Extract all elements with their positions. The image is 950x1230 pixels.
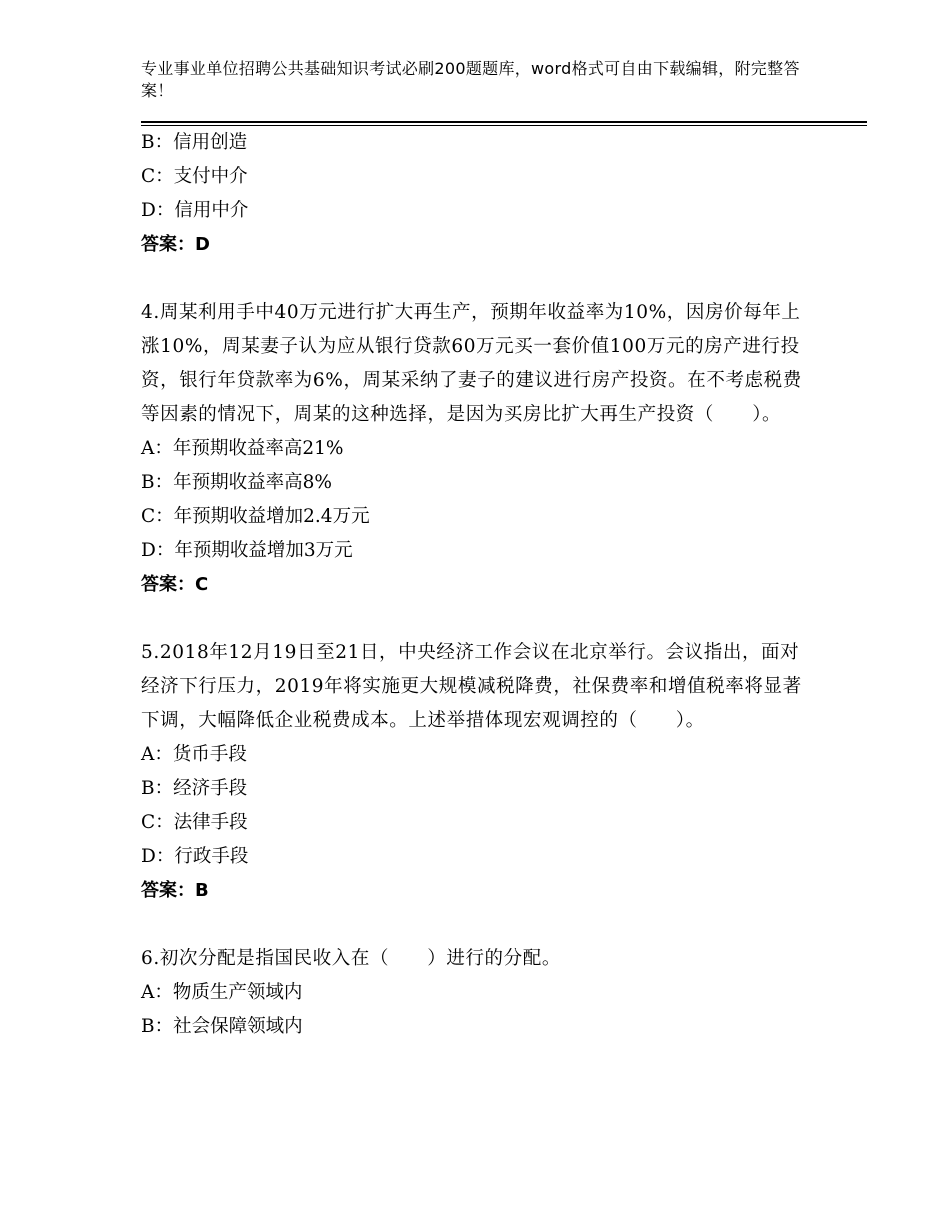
option-d: D：信用中介 (141, 200, 249, 221)
spacer (141, 262, 811, 296)
option-c: C：年预期收益增加2.4万元 (141, 506, 370, 527)
question-4 (141, 296, 811, 602)
question-stem: 4.周某利用手中40万元进行扩大再生产，预期年收益率为10%，因房价每年上涨10%，周某妻子认为应从银行贷款60万元买一套价值100万元的房产进行投资，银行年贷款率为6%，周某采纳了妻子的建议进行房产投资。在不考虑税费等因素的情况下，周某的这种选择，是因为买房比扩大再生产投资（ ）。 (141, 302, 802, 425)
option-a: A：货币手段 (141, 744, 247, 765)
option-b: B：社会保障领域内 (141, 1016, 303, 1037)
option-a: A：物质生产领域内 (141, 982, 303, 1003)
page-header: 专业事业单位招聘公共基础知识考试必刷200题题库，word格式可自由下载编辑，附完整答案！ (141, 59, 800, 100)
question-3-tail (141, 126, 811, 262)
option-c: C：法律手段 (141, 812, 248, 833)
question-6 (141, 942, 811, 1044)
header-rule-thick (141, 121, 867, 123)
option-c: C：支付中介 (141, 166, 248, 187)
option-a: A：年预期收益率高21% (141, 438, 344, 459)
option-b: B：年预期收益率高8% (141, 472, 332, 493)
option-b: B：经济手段 (141, 778, 248, 799)
answer-label: 答案：C (141, 574, 209, 595)
option-b: B：信用创造 (141, 132, 248, 153)
document-body (141, 126, 811, 1044)
spacer (141, 908, 811, 942)
question-5 (141, 636, 811, 908)
option-d: D：年预期收益增加3万元 (141, 540, 353, 561)
question-stem: 6.初次分配是指国民收入在（ ）进行的分配。 (141, 948, 561, 969)
option-d: D：行政手段 (141, 846, 249, 867)
question-stem: 5.2018年12月19日至21日，中央经济工作会议在北京举行。会议指出，面对经济下行压力，2019年将实施更大规模减税降费，社保费率和增值税率将显著下调，大幅降低企业税费成本。上述举措体现宏观调控的（ ）。 (141, 642, 802, 731)
spacer (141, 602, 811, 636)
answer-label: 答案：D (141, 234, 210, 255)
answer-label: 答案：B (141, 880, 209, 901)
